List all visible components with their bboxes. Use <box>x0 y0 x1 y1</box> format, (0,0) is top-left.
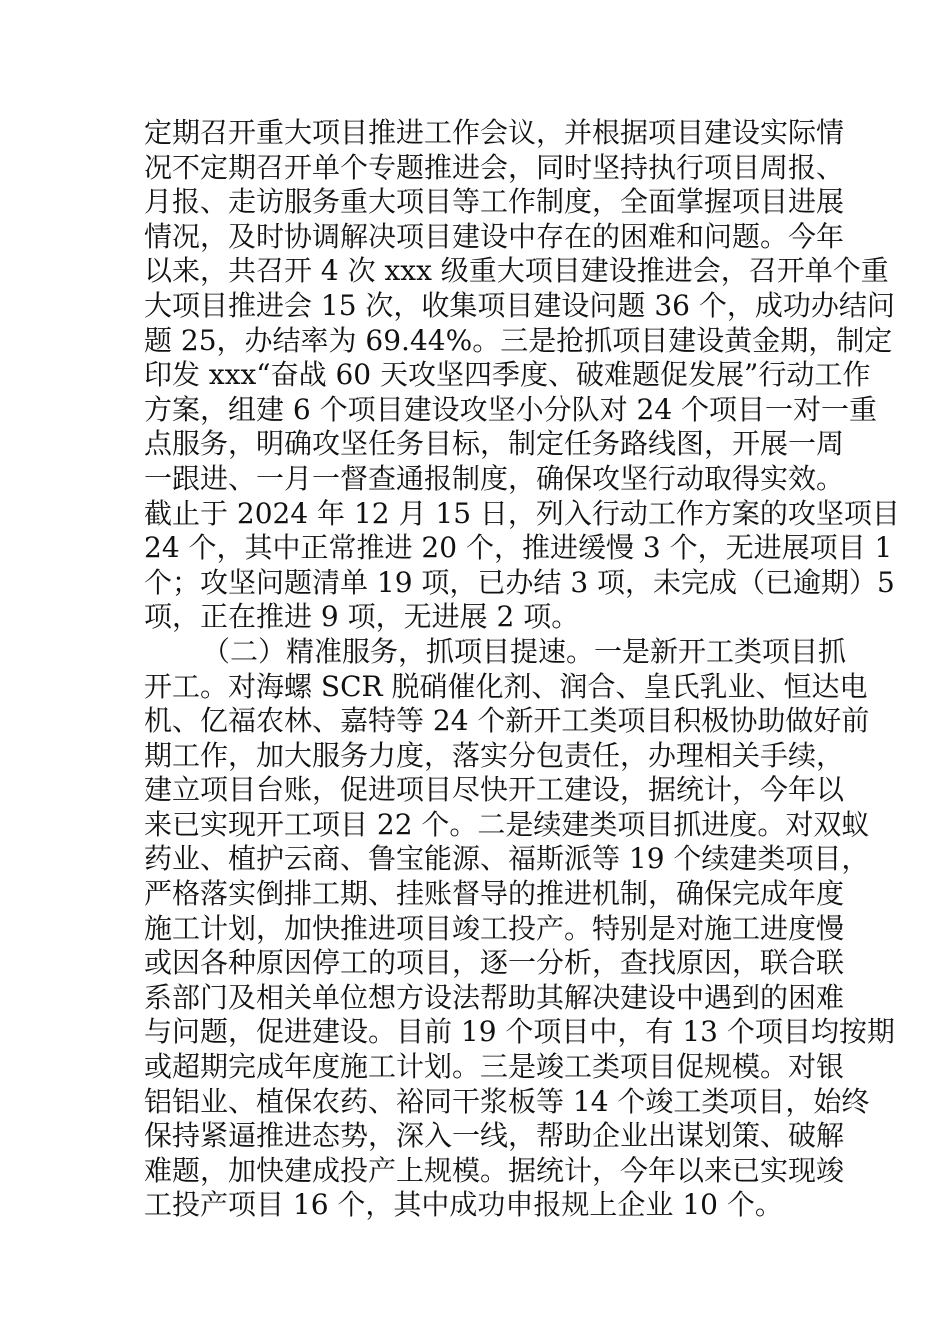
text-line: 截止于 2024 年 12 月 15 日，列入行动工作方案的攻坚项目 <box>144 496 900 530</box>
text-line: 铝铝业、植保农药、裕同干浆板等 14 个竣工类项目，始终 <box>144 1084 870 1118</box>
text-line: 定期召开重大项目推进工作会议，并根据项目建设实际情 <box>144 116 845 149</box>
text-line: 工投产项目 16 个，其中成功申报规上企业 10 个。 <box>144 1188 783 1222</box>
text-line: 与问题，促进建设。目前 19 个项目中，有 13 个项目均按期 <box>144 1015 895 1049</box>
text-line: 印发 xxx“奋战 60 天攻坚四季度、破难题促发展”行动工作 <box>144 358 871 392</box>
text-line: 药业、植护云商、鲁宝能源、福斯派等 19 个续建类项目， <box>144 842 870 876</box>
text-line: 情况，及时协调解决项目建设中存在的困难和问题。今年 <box>144 219 845 253</box>
text-line: 开工。对海螺 SCR 脱硝催化剂、润合、皇氏乳业、恒达电 <box>144 669 868 703</box>
text-line: 24 个，其中正常推进 20 个，推进缓慢 3 个，无进展项目 1 <box>144 531 893 565</box>
document-body <box>144 116 900 1223</box>
text-line: 严格落实倒排工期、挂账督导的推进机制，确保完成年度 <box>144 877 845 911</box>
text-line: 方案，组建 6 个项目建设攻坚小分队对 24 个项目一对一重 <box>144 392 878 426</box>
text-line: 以来，共召开 4 次 xxx 级重大项目建设推进会，召开单个重 <box>144 254 889 288</box>
text-line: 或超期完成年度施工计划。三是竣工类项目促规模。对银 <box>144 1050 845 1084</box>
text-line: 一跟进、一月一督查通报制度，确保攻坚行动取得实效。 <box>144 461 845 495</box>
text-line: 保持紧逼推进态势，深入一线，帮助企业出谋划策、破解 <box>144 1119 845 1153</box>
text-line: 或因各种原因停工的项目，逐一分析，查找原因，联合联 <box>144 946 845 980</box>
text-line: 点服务，明确攻坚任务目标，制定任务路线图，开展一周 <box>144 427 845 461</box>
text-line: 难题，加快建成投产上规模。据统计，今年以来已实现竣 <box>144 1153 845 1187</box>
text-line: 施工计划，加快推进项目竣工投产。特别是对施工进度慢 <box>144 911 845 945</box>
paragraph-2 <box>144 634 895 1223</box>
text-line: 来已实现开工项目 22 个。二是续建类项目抓进度。对双蚁 <box>144 807 870 841</box>
text-line: （二）精准服务，抓项目提速。一是新开工类项目抓 <box>202 634 847 668</box>
text-line: 项，正在推进 9 项，无进展 2 项。 <box>144 600 580 634</box>
text-line: 期工作，加大服务力度，落实分包责任，办理相关手续， <box>144 738 845 772</box>
paragraph-1 <box>144 116 900 635</box>
text-line: 系部门及相关单位想方设法帮助其解决建设中遇到的困难 <box>144 980 845 1014</box>
text-line: 题 25，办结率为 69.44%。三是抢抓项目建设黄金期，制定 <box>144 323 893 357</box>
text-line: 机、亿福农林、嘉特等 24 个新开工类项目积极协助做好前 <box>144 704 870 738</box>
text-line: 建立项目台账，促进项目尽快开工建设，据统计，今年以 <box>144 773 845 807</box>
text-line: 月报、走访服务重大项目等工作制度，全面掌握项目进展 <box>144 185 845 219</box>
text-line: 大项目推进会 15 次，收集项目建设问题 36 个，成功办结问 <box>144 288 895 322</box>
text-line: 况不定期召开单个专题推进会，同时坚持执行项目周报、 <box>144 150 845 184</box>
text-line: 个；攻坚问题清单 19 项，已办结 3 项，未完成（已逾期）5 <box>144 565 895 599</box>
